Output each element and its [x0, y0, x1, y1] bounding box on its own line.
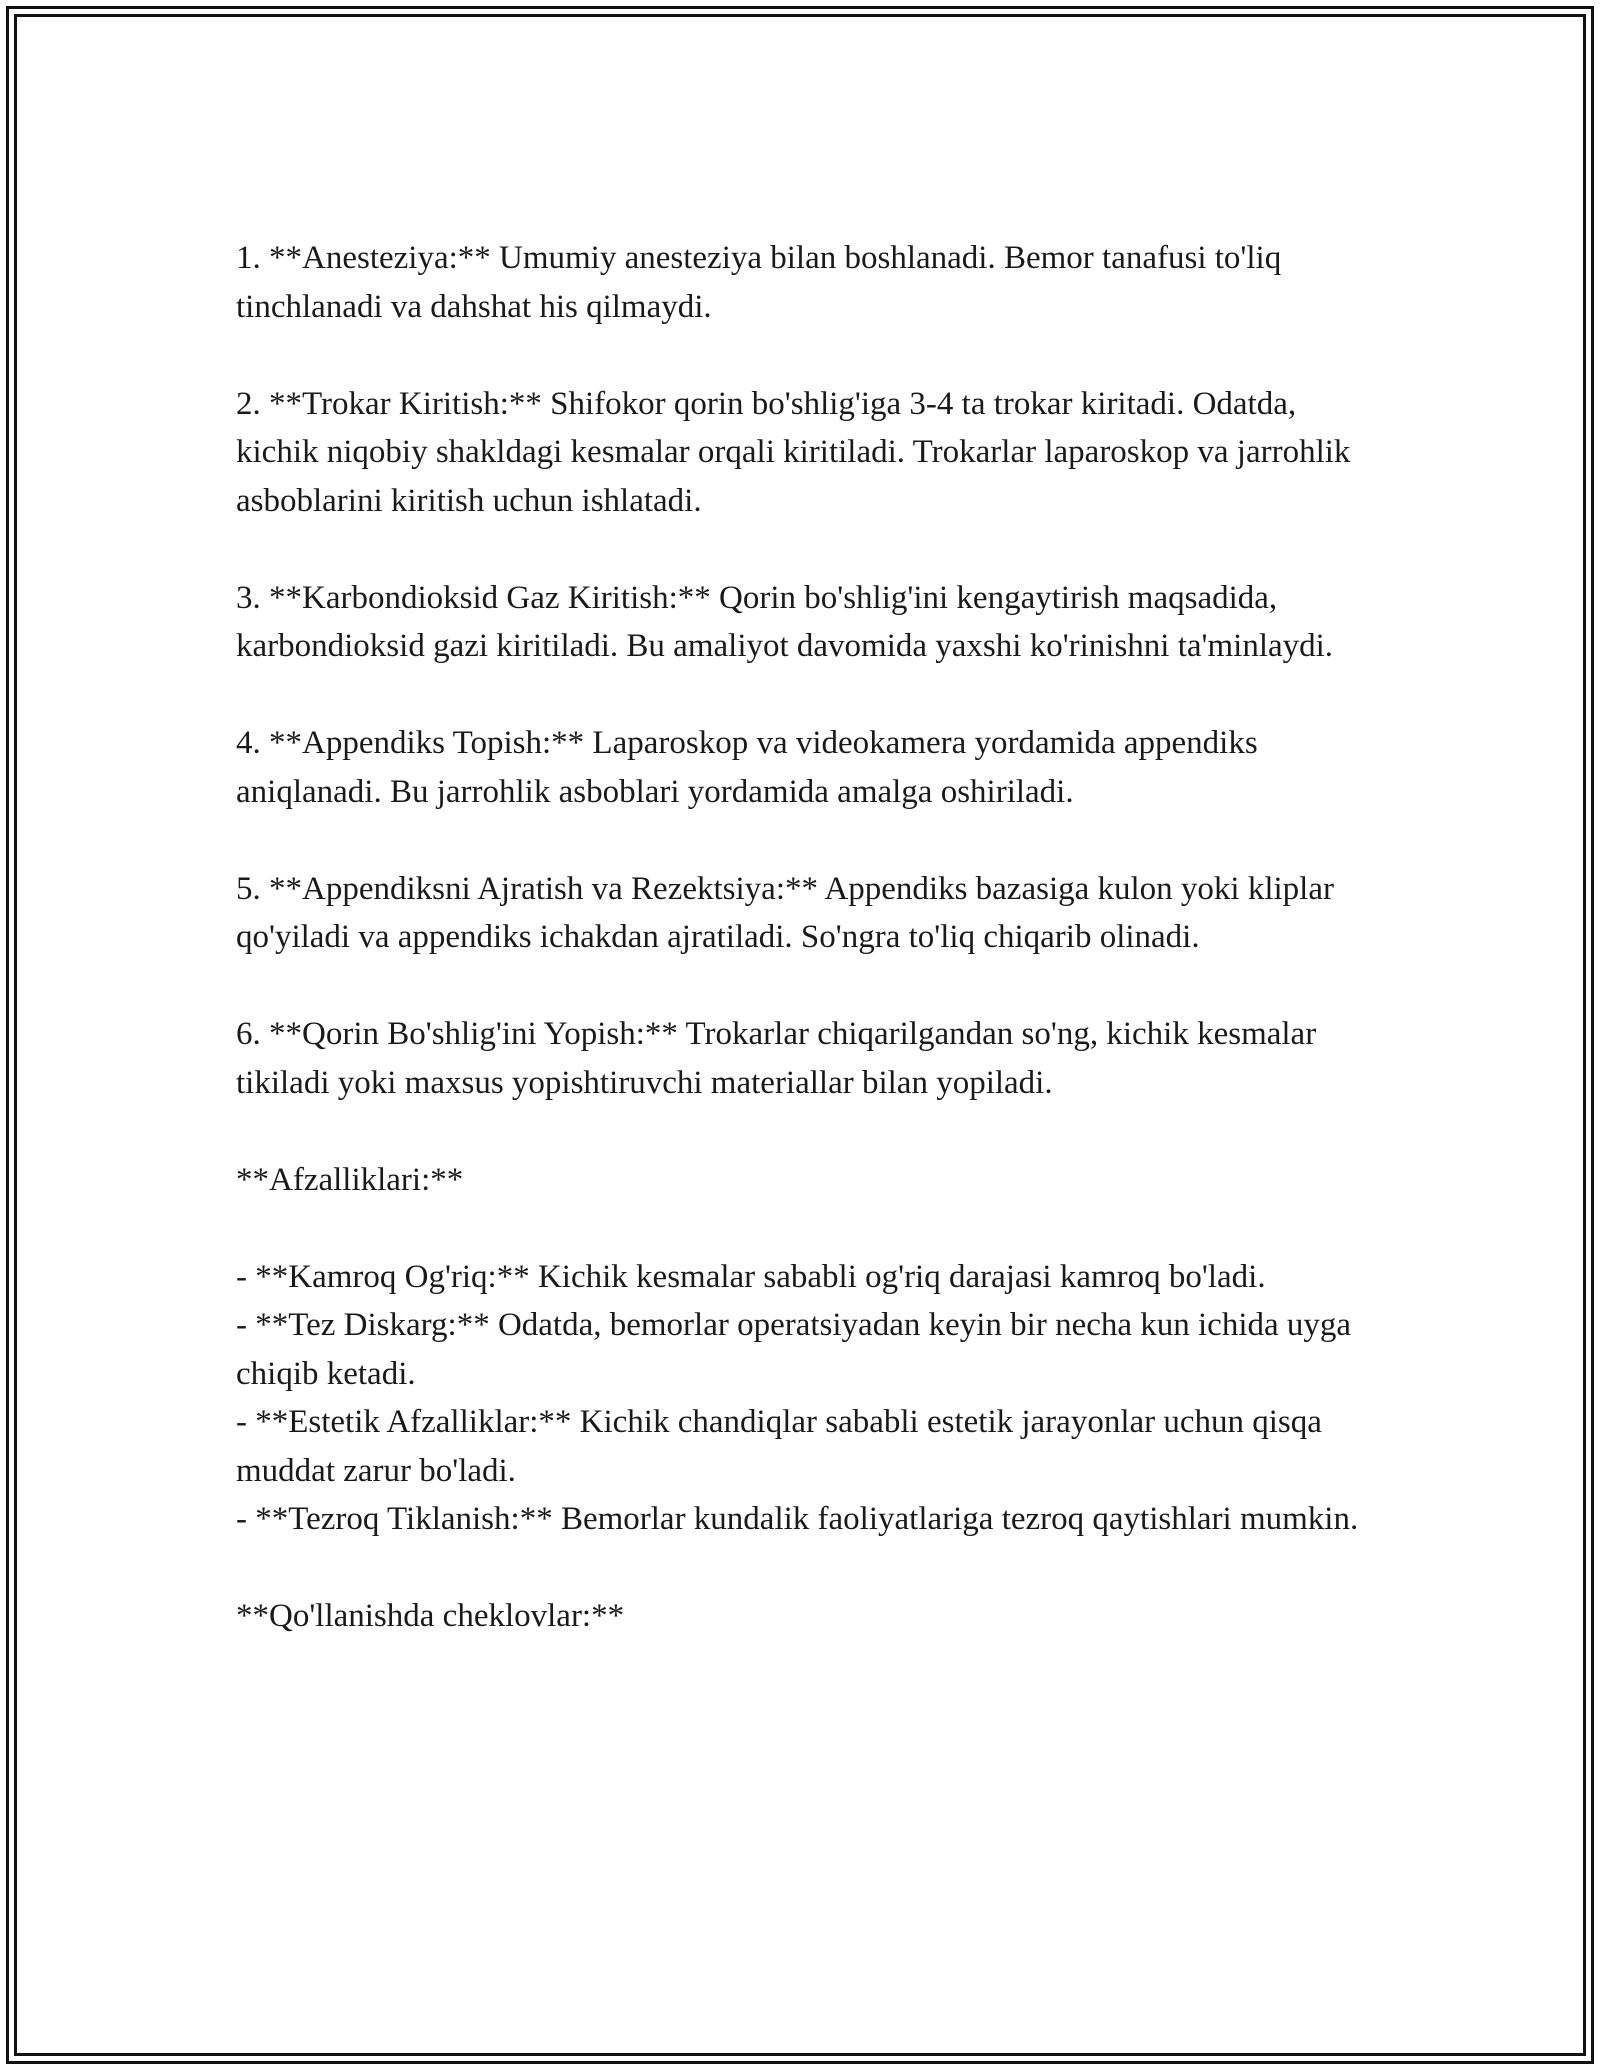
- step-trocar-insertion: 2. **Trokar Kiritish:** Shifokor qorin bo'shlig'iga 3-4 ta trokar kiritadi. Odatda, kichik niqobiy shakldagi kesmalar orqali kiritiladi. Trokarlar laparoskop va jarrohlik asboblarini kiritish uchun ishlatadi.: [236, 385, 1351, 519]
- list-item: - **Tezroq Tiklanish:** Bemorlar kundalik faoliyatlariga tezroq qaytishlari mumkin.: [236, 1501, 1359, 1537]
- advantages-list: [236, 1253, 1376, 1544]
- step-appendix-locate: 4. **Appendiks Topish:** Laparoskop va videokamera yordamida appendiks aniqlanadi. Bu jarrohlik asboblari yordamida amalga oshiriladi.: [236, 725, 1258, 810]
- list-item: - **Estetik Afzalliklar:** Kichik chandiqlar sababli estetik jarayonlar uchun qisqa muddat zarur bo'ladi.: [236, 1404, 1322, 1489]
- step-closure: 6. **Qorin Bo'shlig'ini Yopish:** Trokarlar chiqarilgandan so'ng, kichik kesmalar tikiladi yoki maxsus yopishtiruvchi materiallar bilan yopiladi.: [236, 1016, 1317, 1101]
- step-anesthesia: 1. **Anesteziya:** Umumiy anesteziya bilan boshlanadi. Bemor tanafusi to'liq tinchlanadi va dahshat his qilmaydi.: [236, 240, 1282, 325]
- list-item: - **Kamroq Og'riq:** Kichik kesmalar sababli og'riq darajasi kamroq bo'ladi.: [236, 1258, 1266, 1295]
- step-co2-insufflation: 3. **Karbondioksid Gaz Kiritish:** Qorin bo'shlig'ini kengaytirish maqsadida, karbondioksid gazi kiritiladi. Bu amaliyot davomida yaxshi ko'rinishni ta'minlaydi.: [236, 579, 1334, 664]
- document-body: [236, 234, 1376, 1641]
- list-item: - **Tez Diskarg:** Odatda, bemorlar operatsiyadan keyin bir necha kun ichida uyga chiqib ketadi.: [236, 1307, 1352, 1392]
- limitations-heading: **Qo'llanishda cheklovlar:**: [236, 1598, 625, 1634]
- step-appendix-resection: 5. **Appendiksni Ajratish va Rezektsiya:** Appendiks bazasiga kulon yoki kliplar qo'yiladi va appendiks ichakdan ajratiladi. So'ngra to'liq chiqarib olinadi.: [236, 870, 1334, 955]
- advantages-heading: **Afzalliklari:**: [236, 1161, 464, 1198]
